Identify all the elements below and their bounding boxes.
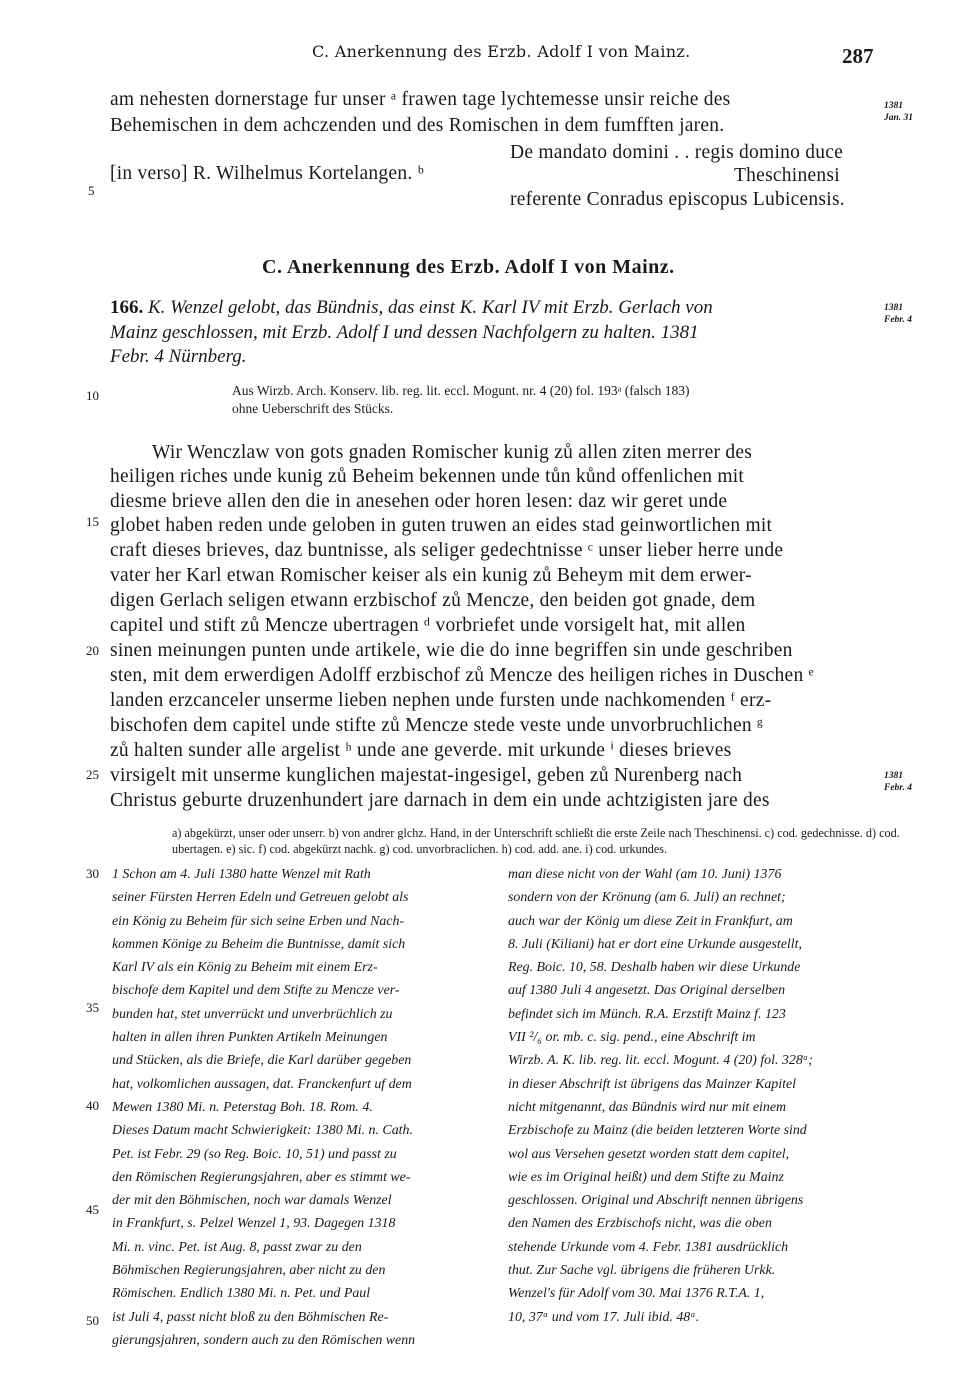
regest-line <box>110 296 713 320</box>
text-line: globet haben reden unde geloben in guten truwen an eides stad geinwortlichen mit <box>110 515 773 536</box>
footnote-line: Pet. ist Febr. 29 (so Reg. Boic. 10, 51) und passt zu <box>112 1146 397 1162</box>
footnote-line: Erzbischofe zu Mainz (die beiden letzteren Worte sind <box>508 1123 807 1139</box>
verso-note: [in verso] R. Wilhelmus Kortelangen. ᵇ <box>110 163 424 184</box>
footnote-line: auch war der König um diese Zeit in Frankfurt, am <box>508 913 793 929</box>
regest-text: K. Wenzel gelobt, das Bündnis, das einst K. Karl IV mit Erzb. Gerlach von <box>148 297 713 318</box>
footnote-line: Mi. n. vinc. Pet. ist Aug. 8, passt zwar zu den <box>112 1239 362 1255</box>
footnote-line: bunden hat, stet unverrückt und unverbrüchlich zu <box>112 1006 393 1022</box>
text-line: digen Gerlach seligen etwann erzbischof zů Mencze, den beiden got gnade, dem <box>110 590 756 611</box>
text-line: vater her Karl etwan Romischer keiser als ein kunig zů Beheym mit dem erwer- <box>110 565 752 586</box>
text-line: Behemischen in dem achczenden und des Romischen in dem fumfften jaren. <box>110 115 725 136</box>
regest-line: Mainz geschlossen, mit Erzb. Adolf I und dessen Nachfolgern zu halten. 1381 <box>110 322 699 343</box>
page-number: 287 <box>842 44 874 68</box>
margin-date: 1381 Jan. 31 <box>884 101 914 123</box>
line-number: 30 <box>86 866 99 881</box>
footnote-line: 8. Juli (Kiliani) hat er dort eine Urkunde ausgestellt, <box>508 936 802 952</box>
footnote-line: in dieser Abschrift ist übrigens das Mainzer Kapitel <box>508 1076 796 1092</box>
text-line: Christus geburte druzenhundert jare darnach in dem ein unde achtzigisten jare des <box>110 790 770 811</box>
footnote-line: stehende Urkunde vom 4. Febr. 1381 ausdrücklich <box>508 1239 789 1255</box>
mandate-note: De mandato domini . . regis domino duce <box>510 142 844 163</box>
footnote-line: Karl IV als ein König zu Beheim mit einem Erz- <box>112 960 378 976</box>
text-line: Wir Wenczlaw von gots gnaden Romischer kunig zů allen ziten merrer des <box>152 442 753 463</box>
text-line: sinen meinungen punten unde artikele, wie die do inne begriffen sin unde geschriben <box>110 640 793 661</box>
line-number: 5 <box>88 183 95 198</box>
text-line: zů halten sunder alle argelist ʰ unde ane geverde. mit urkunde ⁱ dieses brieves <box>110 740 732 761</box>
text-line: sten, mit dem erwerdigen Adolff erzbischof zů Mencze des heiligen riches in Duschen ᵉ <box>110 665 814 686</box>
margin-date: 1381 Febr. 4 <box>884 771 912 793</box>
footnote-line: Wenzel's für Adolf vom 30. Mai 1376 R.T.A. 1, <box>508 1286 765 1302</box>
footnote-line: halten in allen ihren Punkten Artikeln Meinungen <box>112 1030 388 1046</box>
footnote-line: nicht mitgenannt, das Bündnis wird nur mit einem <box>508 1099 787 1115</box>
mandate-note: Theschinensi <box>734 165 840 186</box>
line-number: 10 <box>86 388 99 403</box>
footnote-line: thut. Zur Sache vgl. übrigens die früheren Urkk. <box>508 1263 776 1279</box>
footnote-line: Wirzb. A. K. lib. reg. lit. eccl. Mogunt. 4 (20) fol. 328ᵃ; <box>508 1053 813 1069</box>
footnote-line: ist Juli 4, passt nicht bloß zu den Böhmischen Re- <box>112 1309 389 1325</box>
footnote-line: Reg. Boic. 10, 58. Deshalb haben wir diese Urkunde <box>508 960 801 976</box>
text-line: am nehesten dornerstage fur unser ᵃ frawen tage lychtemesse unsir reiche des <box>110 89 731 110</box>
line-number: 15 <box>86 514 99 529</box>
footnote-column-left <box>112 863 487 1352</box>
regest-line: Febr. 4 Nürnberg. <box>110 346 247 367</box>
footnote-line: VII ²/₆ or. mb. c. sig. pend., eine Abschrift im <box>508 1030 756 1046</box>
footnote-line: geschlossen. Original und Abschrift nennen übrigens <box>508 1193 804 1209</box>
line-number: 35 <box>86 1000 99 1015</box>
footnote-line: in Frankfurt, s. Pelzel Wenzel 1, 93. Dagegen 1318 <box>112 1216 396 1232</box>
footnote-line: Dieses Datum macht Schwierigkeit: 1380 Mi. n. Cath. <box>112 1123 413 1139</box>
text-line: bischofen dem capitel unde stifte zů Mencze stede veste unde unvorbruchlichen ᵍ <box>110 715 764 736</box>
text-line: diesme brieve allen den die in anesehen oder horen lesen: daz wir geret unde <box>110 491 728 512</box>
running-title: C. Anerkennung des Erzb. Adolf I von Mainz. <box>312 42 691 61</box>
text-line: capitel und stift zů Mencze ubertragen ᵈ vorbriefet unde vorsigelt hat, mit allen <box>110 615 746 636</box>
footnote-line: und Stücken, als die Briefe, die Karl darüber gegeben <box>112 1053 412 1069</box>
footnote-line: man diese nicht von der Wahl (am 10. Juni) 1376 <box>508 867 782 882</box>
line-number: 50 <box>86 1313 99 1328</box>
margin-date: 1381 Febr. 4 <box>884 303 912 325</box>
footnote-line: der mit den Böhmischen, noch war damals Wenzel <box>112 1193 392 1209</box>
footnote-line: den Römischen Regierungsjahren, aber es stimmt we- <box>112 1169 411 1185</box>
line-number: 20 <box>86 643 99 658</box>
footnote-line: Römischen. Endlich 1380 Mi. n. Pet. und Paul <box>112 1286 371 1302</box>
line-number: 45 <box>86 1202 99 1217</box>
footnote-line: hat, volkomlichen aussagen, dat. Franckenfurt uf dem <box>112 1076 412 1092</box>
footnote-line: bischofe dem Kapitel und dem Stifte zu Mencze ver- <box>112 983 400 999</box>
line-number: 25 <box>86 767 99 782</box>
footnote-line: seiner Fürsten Herren Edeln und Getreuen gelobt als <box>112 890 409 906</box>
footnote-line: gierungsjahren, sondern auch zu den Römischen wenn <box>112 1332 416 1348</box>
critical-apparatus: a) abgekürzt, unser oder unserr. b) von andrer glchz. Hand, in der Unterschrift schließt die erste Zeile nach Theschinensi. c) cod. gedechnisse. d) cod. ubertagen. e) sic. f) cod. abgekürzt nachk. g) cod. unvorbraclichen. h) cod. add. ane. i) cod. urkundes. <box>172 826 900 856</box>
text-line: landen erzcanceler unserme lieben nephen unde fursten unde nachkomenden ᶠ erz- <box>110 690 772 711</box>
line-number: 40 <box>86 1098 99 1113</box>
mandate-note: referente Conradus episcopus Lubicensis. <box>510 189 845 210</box>
document-number: 166. <box>110 297 144 318</box>
footnote-line: 10, 37ᵃ und vom 17. Juli ibid. 48ᵃ. <box>508 1309 700 1325</box>
footnote-line: sondern von der Krönung (am 6. Juli) an rechnet; <box>508 890 786 906</box>
footnote-line: kommen Könige zu Beheim die Buntnisse, damit sich <box>112 936 406 952</box>
footnote-line: Mewen 1380 Mi. n. Peterstag Boh. 18. Rom. 4. <box>112 1099 373 1115</box>
text-line: virsigelt mit unserme kunglichen majestat-ingesigel, geben zů Nurenberg nach <box>110 765 743 786</box>
section-title: C. Anerkennung des Erzb. Adolf I von Mainz. <box>262 256 675 278</box>
text-line: heiligen riches unde kunig zů Beheim bekennen unde tůn kůnd offenlichen mit <box>110 466 745 487</box>
footnote-line: wol aus Versehen gesetzt worden statt dem capitel, <box>508 1146 790 1162</box>
footnote-line: auf 1380 Juli 4 angesetzt. Das Original derselben <box>508 983 786 999</box>
text-line: craft dieses brieves, daz buntnisse, als seliger gedechtnisse ᶜ unser lieber herre unde <box>110 540 784 561</box>
footnote-line: wie es im Original heißt) und dem Stifte zu Mainz <box>508 1169 784 1185</box>
footnote-line: befindet sich im Münch. R.A. Erzstift Mainz f. 123 <box>508 1006 786 1022</box>
footnote-line: den Namen des Erzbischofs nicht, was die oben <box>508 1216 772 1232</box>
footnote-line: 1 Schon am 4. Juli 1380 hatte Wenzel mit Rath <box>112 867 371 882</box>
footnote-line: Böhmischen Regierungsjahren, aber nicht zu den <box>112 1263 386 1279</box>
footnote-column-right <box>508 863 883 1329</box>
footnote-line: ein König zu Beheim für sich seine Erben und Nach- <box>112 913 405 929</box>
source-note: ohne Ueberschrift des Stücks. <box>232 401 394 416</box>
source-note: Aus Wirzb. Arch. Konserv. lib. reg. lit. eccl. Mogunt. nr. 4 (20) fol. 193ᵃ (falsch 183) <box>232 383 690 398</box>
